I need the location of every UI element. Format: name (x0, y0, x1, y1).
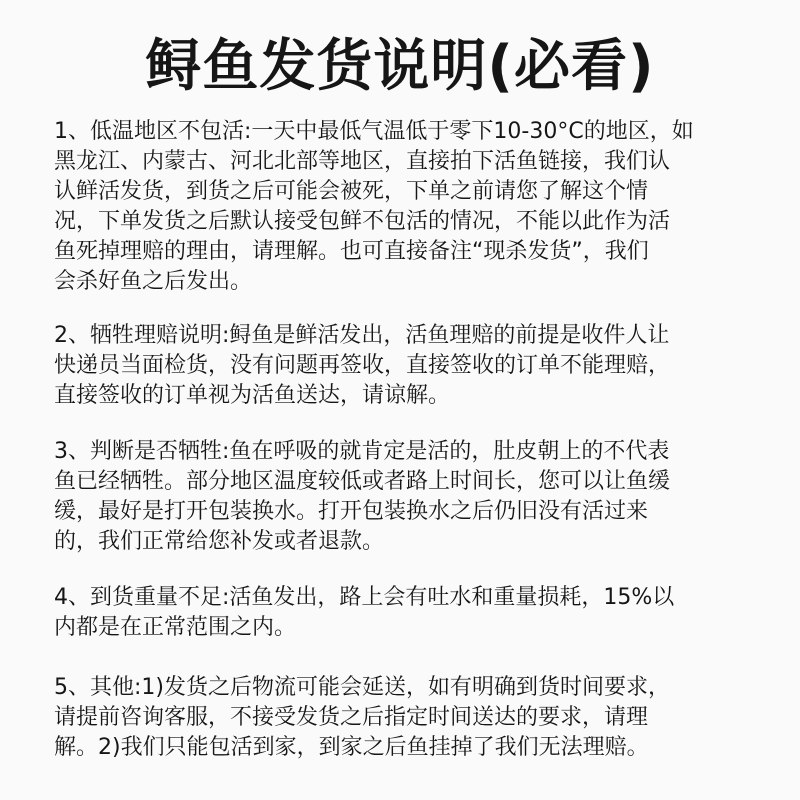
section-line: 鱼死掉理赔的理由，请理解。也可直接备注“现杀发货”，我们 (54, 239, 649, 264)
section-line: 5、其他:1)发货之后物流可能会延送，如有明确到货时间要求， (54, 675, 670, 700)
section-claim-policy (54, 321, 754, 411)
section-line: 解。2)我们只能包活到家，到家之后鱼挂掉了我们无法理赔。 (54, 735, 649, 760)
section-other (54, 673, 754, 763)
section-line: 的，我们正常给您补发或者退款。 (54, 529, 385, 554)
section-line: 3、判断是否牺牲:鱼在呼吸的就肯定是活的，肚皮朝上的不代表 (54, 439, 670, 464)
section-line: 况，下单发货之后默认接受包鲜不包活的情况，不能以此作为活 (54, 209, 671, 234)
section-line: 会杀好鱼之后发出。 (54, 269, 253, 294)
section-line: 4、到货重量不足:活鱼发出，路上会有吐水和重量损耗，15%以 (54, 585, 675, 610)
section-weight-loss (54, 583, 754, 643)
section-line: 2、牺牲理赔说明:鲟鱼是鲜活发出，活鱼理赔的前提是收件人让 (54, 323, 670, 348)
section-line: 认鲜活发货，到货之后可能会被死，下单之前请您了解这个情 (54, 179, 649, 204)
section-judging-death (54, 437, 754, 557)
section-line: 请提前咨询客服，不接受发货之后指定时间送达的要求，请理 (54, 705, 649, 730)
section-line: 缓，最好是打开包装换水。打开包装换水之后仍旧没有活过来 (54, 499, 649, 524)
section-low-temperature (54, 117, 754, 297)
section-line: 快递员当面检货，没有问题再签收，直接签收的订单不能理赔， (54, 353, 671, 378)
section-line: 直接签收的订单视为活鱼送达，请谅解。 (54, 383, 451, 408)
section-line: 内都是在正常范围之内。 (54, 615, 297, 640)
section-line: 鱼已经牺牲。部分地区温度较低或者路上时间长，您可以让鱼缓 (54, 469, 671, 494)
page-title: 鲟鱼发货说明(必看) (145, 34, 655, 99)
section-line: 黑龙江、内蒙古、河北北部等地区，直接拍下活鱼链接，我们认 (54, 149, 671, 174)
section-line: 1、低温地区不包活:一天中最低气温低于零下10-30°C的地区，如 (54, 119, 694, 144)
